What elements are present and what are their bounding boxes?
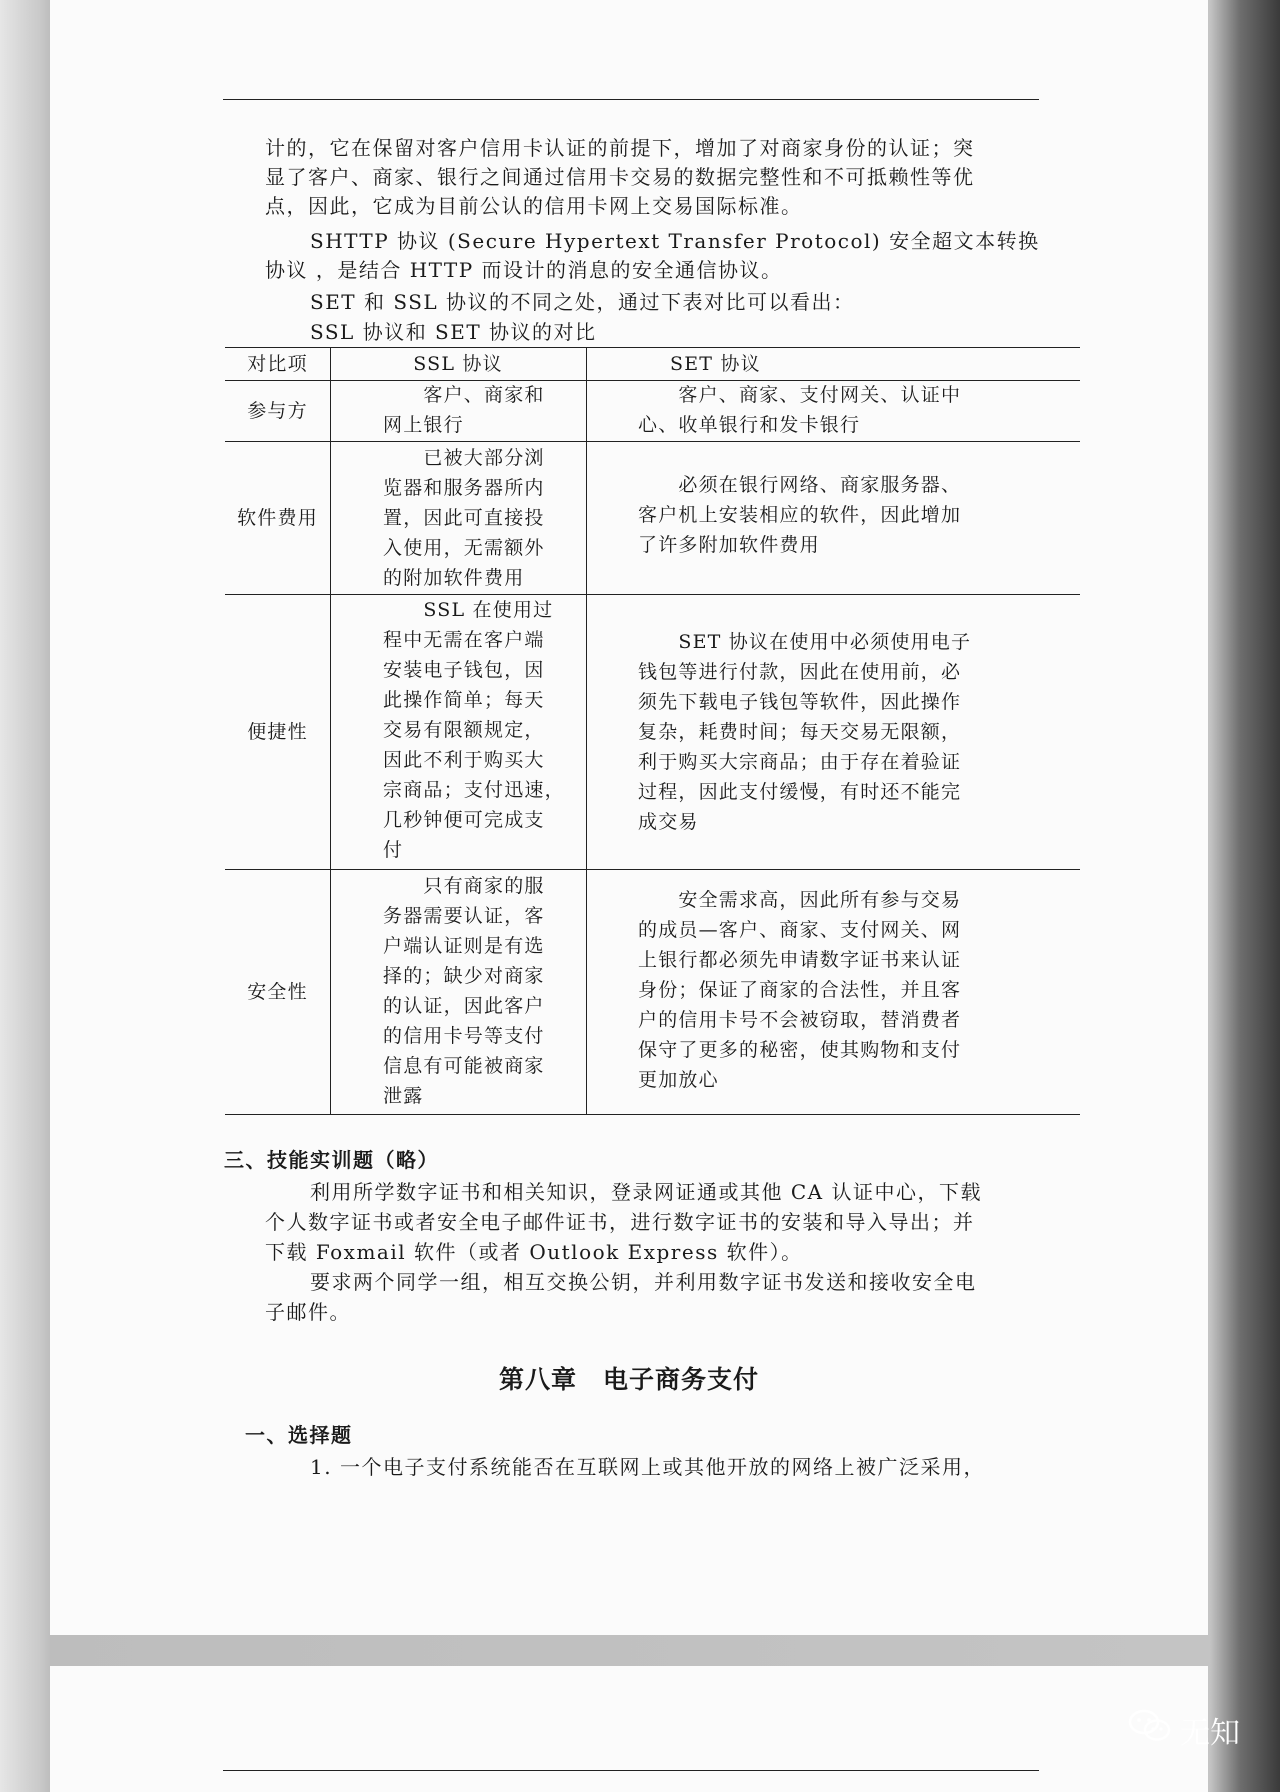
document-page [50,0,1208,1635]
table-cell-ssl: SSL 在使用过 程中无需在客户端 安装电子钱包，因 此操作简单；每天 交易有限额规定， 因此不利于购买大 宗商品；支付迅速， 几秒钟便可完成支 付 [383,599,565,861]
table-cell-set: 必须在银行网络、商家服务器、 客户机上安装相应的软件，因此增加 了许多附加软件费用 [638,474,962,556]
paragraph-line: SET 和 SSL 协议的不同之处，通过下表对比可以看出： [310,290,855,314]
table-cell-set: 客户、商家、支付网关、认证中 心、收单银行和发卡银行 [638,384,962,436]
paragraph-line: 利用所学数字证书和相关知识，登录网证通或其他 CA 认证中心，下载 [310,1180,982,1204]
table-caption: SSL 协议和 SET 协议的对比 [310,320,597,344]
table-header: SET 协议 [670,353,761,375]
paragraph-line: 子邮件。 [265,1300,351,1324]
table-header: 对比项 [247,353,308,375]
header-rule [223,99,1039,100]
table-row-label: 安全性 [247,980,308,1003]
table-border [225,869,1080,870]
table-border [225,347,1080,348]
watermark [1128,1708,1240,1752]
table-border [225,594,1080,595]
table-cell-set: 安全需求高，因此所有参与交易 的成员—客户、商家、支付网关、网 上银行都必须先申请数字证书来认证 身份；保证了商家的合法性，并且客 户的信用卡号不会被窃取，替消费者 保守了更多的秘密，使其购物和支付 更加放心 [638,889,962,1091]
paragraph-line: 1. 一个电子支付系统能否在互联网上或其他开放的网络上被广泛采用， [310,1455,985,1479]
section-heading: 三、技能实训题（略） [224,1148,439,1172]
paragraph-line: SHTTP 协议 (Secure Hypertext Transfer Protocol) 安全超文本转换 [310,229,1040,253]
table-cell-set: SET 协议在使用中必须使用电子 钱包等进行付款，因此在使用前，必 须先下载电子钱包等软件，因此操作 复杂，耗费时间；每天交易无限额， 利于购买大宗商品；由于存在着验证 过程，因此支付缓慢，有时还不能完 成交易 [638,631,972,833]
table-row-label: 便捷性 [247,720,308,743]
document-page-next [50,1666,1208,1792]
paragraph-line: 显了客户、商家、银行之间通过信用卡交易的数据完整性和不可抵赖性等优 [265,165,975,189]
paragraph-line: 个人数字证书或者安全电子邮件证书，进行数字证书的安装和导入导出；并 [265,1210,975,1234]
table-border [330,347,331,1114]
paragraph-line: 下载 Foxmail 软件（或者 Outlook Express 软件）。 [265,1240,803,1264]
paragraph-line: 点，因此，它成为目前公认的信用卡网上交易国际标准。 [265,194,803,218]
table-header: SSL 协议 [413,353,503,375]
header-rule [223,1770,1039,1771]
chapter-title: 第八章 电子商务支付 [498,1365,759,1394]
wechat-icon [1128,1708,1172,1752]
table-cell-ssl: 客户、商家和 网上银行 [383,384,545,436]
paragraph-line: 要求两个同学一组，相互交换公钥，并利用数字证书发送和接收安全电 [310,1270,977,1294]
table-cell-ssl: 只有商家的服 务器需要认证，客 户端认证则是有选 择的；缺少对商家 的认证，因此客户 的信用卡号等支付 信息有可能被商家 泄露 [383,875,545,1107]
table-row-label: 参与方 [247,399,308,422]
table-border [225,441,1080,442]
table-row-label: 软件费用 [237,506,318,529]
watermark-text: 无知 [1180,1716,1240,1751]
table-border [586,347,587,1114]
paragraph-line: 协议 ，是结合 HTTP 而设计的消息的安全通信协议。 [265,258,783,282]
section-heading: 一、选择题 [245,1423,353,1447]
table-border [225,1114,1080,1115]
table-cell-ssl: 已被大部分浏 览器和服务器所内 置，因此可直接投 入使用，无需额外 的附加软件费用 [383,447,545,589]
paragraph-line: 计的，它在保留对客户信用卡认证的前提下，增加了对商家身份的认证；突 [265,136,975,160]
